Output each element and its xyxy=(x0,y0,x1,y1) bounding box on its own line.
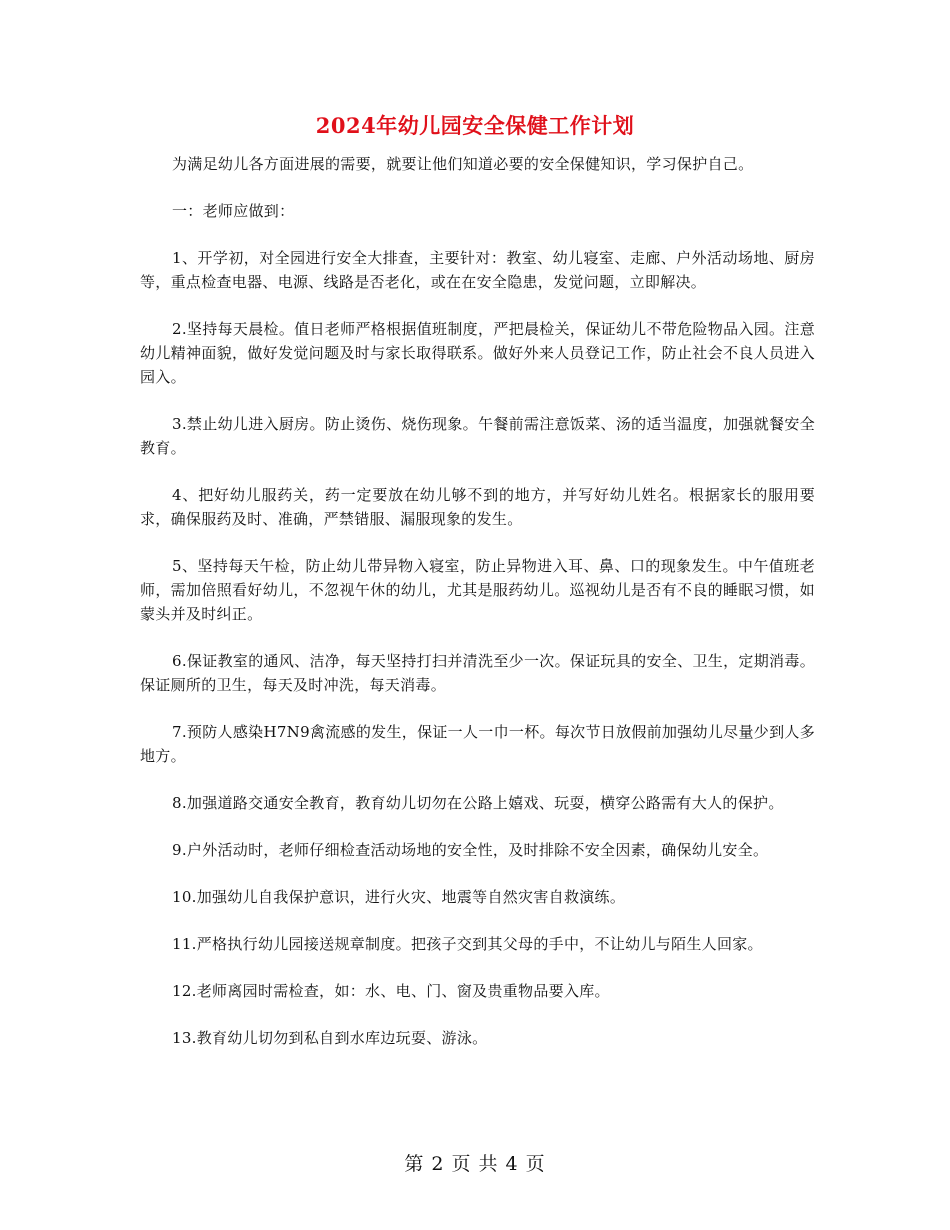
intro-paragraph: 为满足幼儿各方面进展的需要，就要让他们知道必要的安全保健知识，学习保护自己。 xyxy=(172,155,754,173)
section-heading: 一：老师应做到： xyxy=(172,202,295,220)
document-title: 2024年幼儿园安全保健工作计划 xyxy=(315,113,635,138)
document-body xyxy=(140,152,815,1073)
list-item: 4、把好幼儿服药关，药一定要放在幼儿够不到的地方，并写好幼儿姓名。根据家长的服用要求，确保服药及时、准确，严禁错服、漏服现象的发生。 xyxy=(140,486,815,528)
list-item: 1、开学初，对全园进行安全大排查，主要针对：教室、幼儿寝室、走廊、户外活动场地、厨房等，重点检查电器、电源、线路是否老化，或在在安全隐患，发觉问题，立即解决。 xyxy=(140,249,815,291)
list-item: 10.加强幼儿自我保护意识，进行火灾、地震等自然灾害自救演练。 xyxy=(172,888,626,906)
list-item: 7.预防人感染H7N9禽流感的发生，保证一人一巾一杯。每次节日放假前加强幼儿尽量少到人多地方。 xyxy=(140,723,815,765)
list-item: 12.老师离园时需检查，如：水、电、门、窗及贵重物品要入库。 xyxy=(172,982,610,1000)
list-item: 5、坚持每天午检，防止幼儿带异物入寝室，防止异物进入耳、鼻、口的现象发生。中午值班老师，需加倍照看好幼儿，不忽视午休的幼儿，尤其是服药幼儿。巡视幼儿是否有不良的睡眠习惯，如蒙头并及时纠正。 xyxy=(140,557,815,623)
page-number-footer: 第 2 页 共 4 页 xyxy=(404,1153,546,1175)
list-item: 13.教育幼儿切勿到私自到水库边玩耍、游泳。 xyxy=(172,1029,488,1047)
list-item: 6.保证教室的通风、洁净，每天坚持打扫并清洗至少一次。保证玩具的安全、卫生，定期消毒。保证厕所的卫生，每天及时冲洗，每天消毒。 xyxy=(140,652,815,694)
list-item: 8.加强道路交通安全教育，教育幼儿切勿在公路上嬉戏、玩耍，横穿公路需有大人的保护。 xyxy=(172,794,784,812)
list-item: 3.禁止幼儿进入厨房。防止烫伤、烧伤现象。午餐前需注意饭菜、汤的适当温度，加强就餐安全教育。 xyxy=(140,415,815,457)
list-item: 11.严格执行幼儿园接送规章制度。把孩子交到其父母的手中，不让幼儿与陌生人回家。 xyxy=(172,935,763,953)
list-item: 9.户外活动时，老师仔细检查活动场地的安全性，及时排除不安全因素，确保幼儿安全。 xyxy=(172,841,769,859)
list-item: 2.坚持每天晨检。值日老师严格根据值班制度，严把晨检关，保证幼儿不带危险物品入园。注意幼儿精神面貌，做好发觉问题及时与家长取得联系。做好外来人员登记工作，防止社会不良人员进入园入。 xyxy=(140,320,815,386)
